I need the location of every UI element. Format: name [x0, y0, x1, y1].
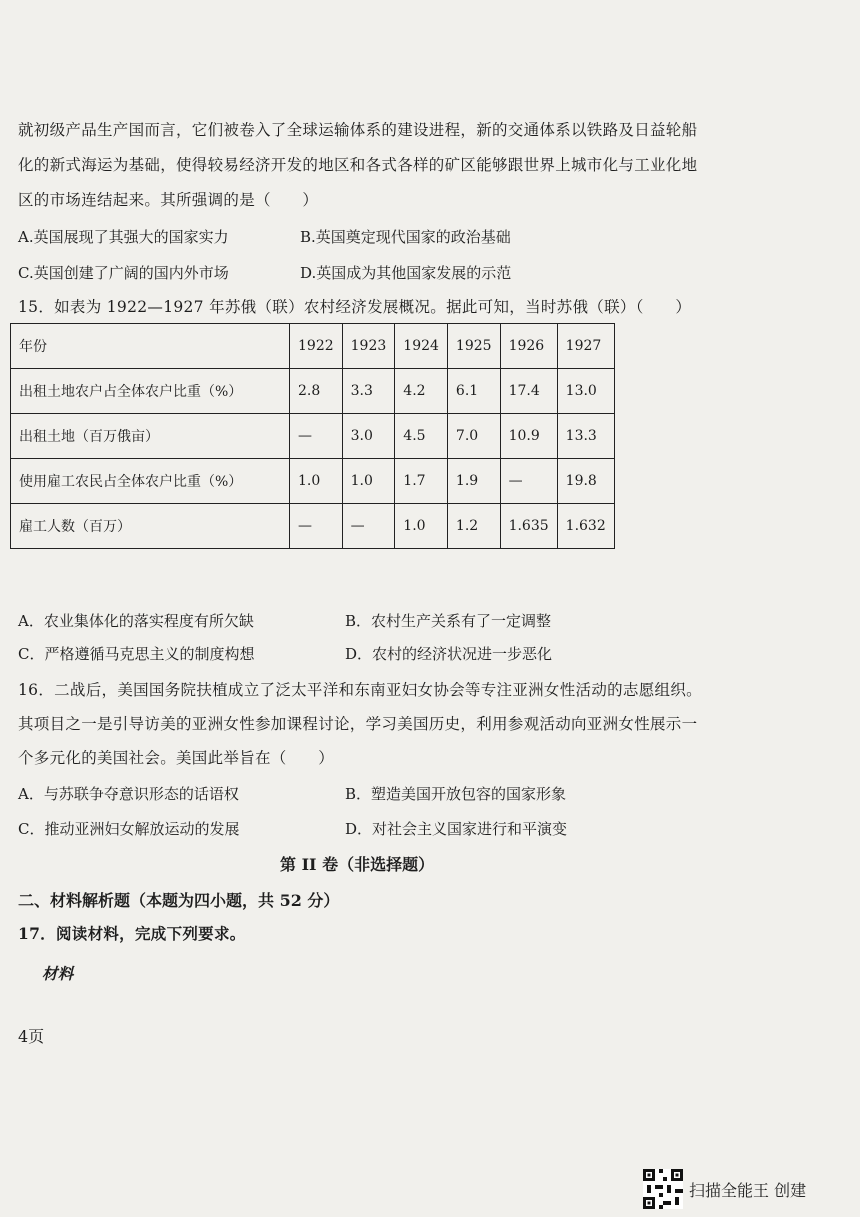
table-cell: 出租土地（百万俄亩）: [11, 414, 290, 459]
table-cell: 1.2: [447, 504, 500, 549]
intro-line-2: 化的新式海运为基础，使得较易经济开发的地区和各式各样的矿区能够跟世界上城市化与工业化地: [18, 156, 698, 174]
table-cell: 4.2: [395, 369, 448, 414]
table-cell: 7.0: [447, 414, 500, 459]
table-cell: 1925: [447, 324, 500, 369]
q16-line-3: 个多元化的美国社会。美国此举旨在（ ）: [18, 749, 335, 767]
table-cell: 1926: [500, 324, 557, 369]
table-cell: 1922: [290, 324, 343, 369]
q14-option-c: C.英国创建了广阔的国内外市场: [18, 264, 229, 282]
table-cell: —: [342, 504, 395, 549]
table-cell: 3.0: [342, 414, 395, 459]
q16-line-2: 其项目之一是引导访美的亚洲女性参加课程讨论，学习美国历史，利用参观活动向亚洲女性展示一: [18, 715, 698, 733]
intro-line-1: 就初级产品生产国而言，它们被卷入了全球运输体系的建设进程，新的交通体系以铁路及日益轮船: [18, 121, 698, 139]
material-label: 材料: [42, 964, 74, 983]
intro-line-3: 区的市场连结起来。其所强调的是（ ）: [18, 191, 319, 209]
table-cell: 1.7: [395, 459, 448, 504]
table-cell: 13.0: [557, 369, 614, 414]
table-row: [11, 504, 615, 549]
table-cell: 年份: [11, 324, 290, 369]
qr-code-icon: [643, 1169, 683, 1209]
page-number: 4页: [18, 1027, 45, 1046]
scanner-watermark: [643, 1169, 806, 1209]
table-cell: 1924: [395, 324, 448, 369]
q14-option-d: D.英国成为其他国家发展的示范: [300, 264, 512, 282]
table-cell: 1.9: [447, 459, 500, 504]
q14-option-b: B.英国奠定现代国家的政治基础: [300, 228, 511, 246]
table-cell: 1927: [557, 324, 614, 369]
table-cell: 使用雇工农民占全体农户比重（%）: [11, 459, 290, 504]
table-cell: 1.0: [342, 459, 395, 504]
table-header-row: [11, 324, 615, 369]
table-cell: 6.1: [447, 369, 500, 414]
q16-option-c: C．推动亚洲妇女解放运动的发展: [18, 820, 240, 838]
part2-title: 第 II 卷（非选择题）: [280, 855, 435, 874]
q14-option-a: A.英国展现了其强大的国家实力: [18, 228, 229, 246]
q16-option-d: D．对社会主义国家进行和平演变: [345, 820, 568, 838]
table-cell: —: [290, 504, 343, 549]
table-cell: 1.635: [500, 504, 557, 549]
q16-line-1: 16．二战后，美国国务院扶植成立了泛太平洋和东南亚妇女协会等专注亚洲女性活动的志愿组织。: [18, 681, 702, 699]
q15-stem: 15．如表为 1922—1927 年苏俄（联）农村经济发展概况。据此可知，当时苏俄（联）（ ）: [18, 298, 692, 316]
q15-option-c: C．严格遵循马克思主义的制度构想: [18, 645, 255, 663]
table-cell: —: [290, 414, 343, 459]
table-cell: —: [500, 459, 557, 504]
q16-option-a: A．与苏联争夺意识形态的话语权: [18, 785, 239, 803]
table-cell: 雇工人数（百万）: [11, 504, 290, 549]
table-cell: 1923: [342, 324, 395, 369]
table-cell: 1.632: [557, 504, 614, 549]
section-heading: 二、材料解析题（本题为四小题，共 52 分）: [18, 891, 340, 910]
q16-option-b: B．塑造美国开放包容的国家形象: [345, 785, 567, 803]
table-cell: 2.8: [290, 369, 343, 414]
q15-data-table: [10, 323, 615, 549]
table-cell: 17.4: [500, 369, 557, 414]
brand-label: 扫描全能王 创建: [689, 1180, 807, 1200]
table-cell: 3.3: [342, 369, 395, 414]
q15-option-b: B．农村生产关系有了一定调整: [345, 612, 552, 630]
table-row: [11, 414, 615, 459]
table-cell: 13.3: [557, 414, 614, 459]
table-cell: 1.0: [395, 504, 448, 549]
table-row: [11, 459, 615, 504]
q15-option-a: A．农业集体化的落实程度有所欠缺: [18, 612, 254, 630]
table-cell: 19.8: [557, 459, 614, 504]
q17-stem: 17．阅读材料，完成下列要求。: [18, 924, 246, 943]
table-cell: 1.0: [290, 459, 343, 504]
table-cell: 4.5: [395, 414, 448, 459]
table-cell: 出租土地农户占全体农户比重（%）: [11, 369, 290, 414]
table-cell: 10.9: [500, 414, 557, 459]
table-row: [11, 369, 615, 414]
q15-option-d: D．农村的经济状况进一步恶化: [345, 645, 553, 663]
